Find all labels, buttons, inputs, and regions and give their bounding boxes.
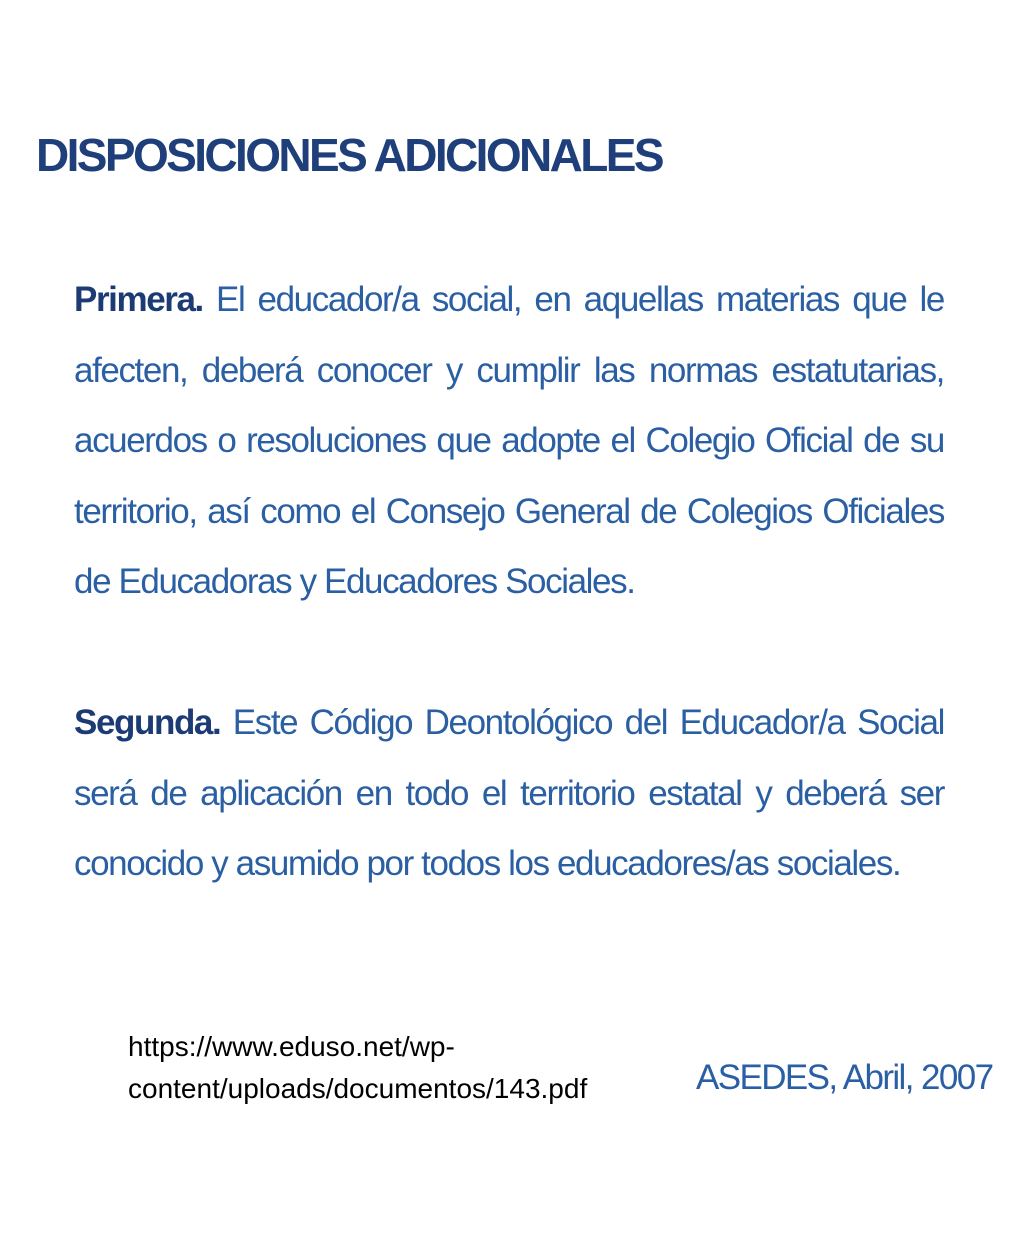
paragraph-text: El educador/a social, en aquellas materias que le afecten, deberá conocer y cumplir las normas estatutarias, acuerdos o resoluciones que adopte el Colegio Oficial de su territorio, así como el Consejo General de Colegios Oficiales de Educadoras y Educadores Sociales. [74, 280, 944, 601]
paragraph-lead: Segunda. [74, 703, 221, 742]
paragraph-text: Este Código Deontológico del Educador/a Social será de aplicación en todo el territorio estatal y deberá ser conocido y asumido por todos los educadores/as sociales. [74, 703, 944, 883]
source-url-line: content/uploads/documentos/143.pdf [128, 1073, 588, 1104]
section-heading: DISPOSICIONES ADICIONALES [36, 129, 662, 181]
source-citation: ASEDES, Abril, 2007 [696, 1058, 993, 1097]
source-url-line: https://www.eduso.net/wp- [128, 1031, 455, 1062]
paragraph-segunda [74, 688, 944, 900]
paragraph-primera [74, 265, 944, 618]
paragraph-lead: Primera. [74, 280, 203, 319]
source-url [128, 1026, 688, 1110]
